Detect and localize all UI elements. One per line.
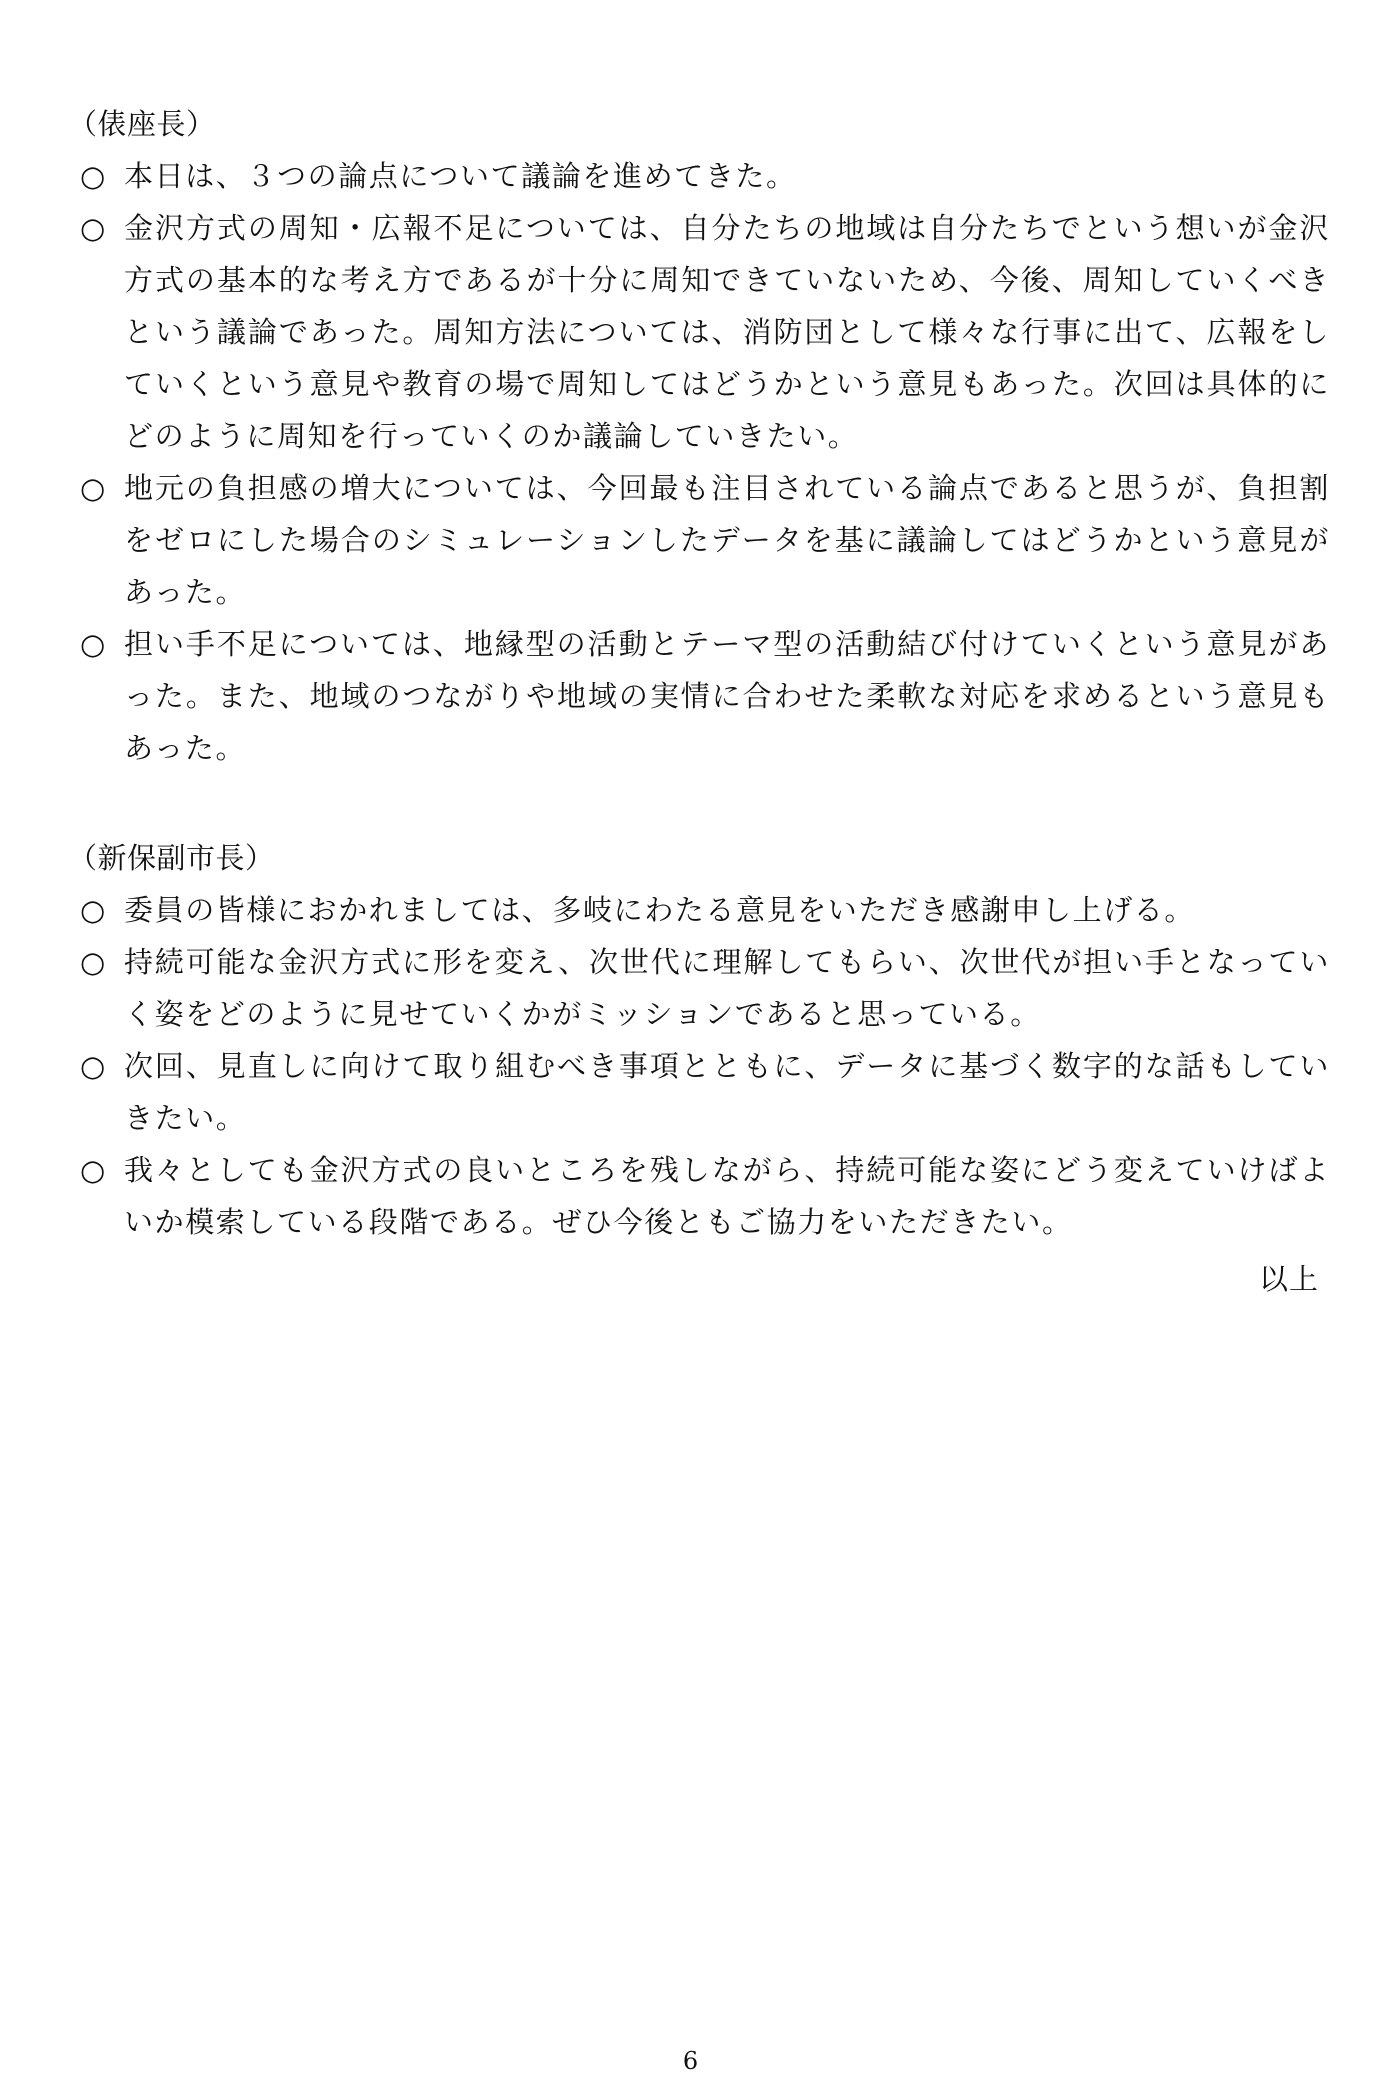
circle-bullet-icon: ○	[80, 1153, 107, 1187]
circle-bullet-icon: ○	[80, 627, 107, 661]
circle-bullet-icon: ○	[80, 893, 107, 927]
circle-bullet-icon: ○	[80, 159, 107, 193]
statement-text: 本日は、３つの論点について議論を進めてきた。	[124, 159, 797, 193]
statement-text: 委員の皆様におかれましては、多岐にわたる意見をいただき感謝申し上げる。	[124, 893, 1196, 927]
statement-text: 担い手不足については、地縁型の活動とテーマ型の活動結び付けていくという意見があった。また、地域のつながりや地域の実情に合わせた柔軟な対応を求めるという意見もあった。	[124, 627, 1330, 765]
statement-item	[80, 150, 1330, 202]
speaker-section-chair	[68, 98, 1330, 774]
statement-item	[80, 462, 1330, 618]
statement-list	[80, 884, 1330, 1248]
statement-item	[80, 1040, 1330, 1144]
statement-text: 我々としても金沢方式の良いところを残しながら、持続可能な姿にどう変えていけばよいか模索している段階である。ぜひ今後ともご協力をいただきたい。	[124, 1153, 1330, 1239]
page-number: 6	[682, 2047, 699, 2075]
closing-remark: 以上	[1258, 1262, 1319, 1296]
statement-item	[80, 202, 1330, 462]
circle-bullet-icon: ○	[80, 1049, 107, 1083]
statement-text: 地元の負担感の増大については、今回最も注目されている論点であると思うが、負担割をゼロにした場合のシミュレーションしたデータを基に議論してはどうかという意見があった。	[124, 471, 1330, 609]
statement-text: 持続可能な金沢方式に形を変え、次世代に理解してもらい、次世代が担い手となっていく姿をどのように見せていくかがミッションであると思っている。	[124, 945, 1330, 1031]
speaker-section-deputy-mayor	[68, 832, 1330, 1248]
statement-item	[80, 1144, 1330, 1248]
speaker-name: （新保副市長）	[68, 841, 275, 875]
minutes-body	[68, 98, 1330, 1248]
statement-list	[80, 150, 1330, 774]
statement-item	[80, 936, 1330, 1040]
circle-bullet-icon: ○	[80, 211, 107, 245]
statement-item	[80, 884, 1330, 936]
circle-bullet-icon: ○	[80, 471, 107, 505]
circle-bullet-icon: ○	[80, 945, 107, 979]
speaker-name: （俵座長）	[68, 107, 216, 141]
statement-text: 次回、見直しに向けて取り組むべき事項とともに、データに基づく数字的な話もしていきたい。	[124, 1049, 1330, 1135]
statement-text: 金沢方式の周知・広報不足については、自分たちの地域は自分たちでという想いが金沢方式の基本的な考え方であるが十分に周知できていないため、今後、周知していくべきという議論であった。周知方法については、消防団として様々な行事に出て、広報をしていくという意見や教育の場で周知してはどうかという意見もあった。次回は具体的にどのように周知を行っていくのか議論していきたい。	[124, 211, 1330, 453]
statement-item	[80, 618, 1330, 774]
